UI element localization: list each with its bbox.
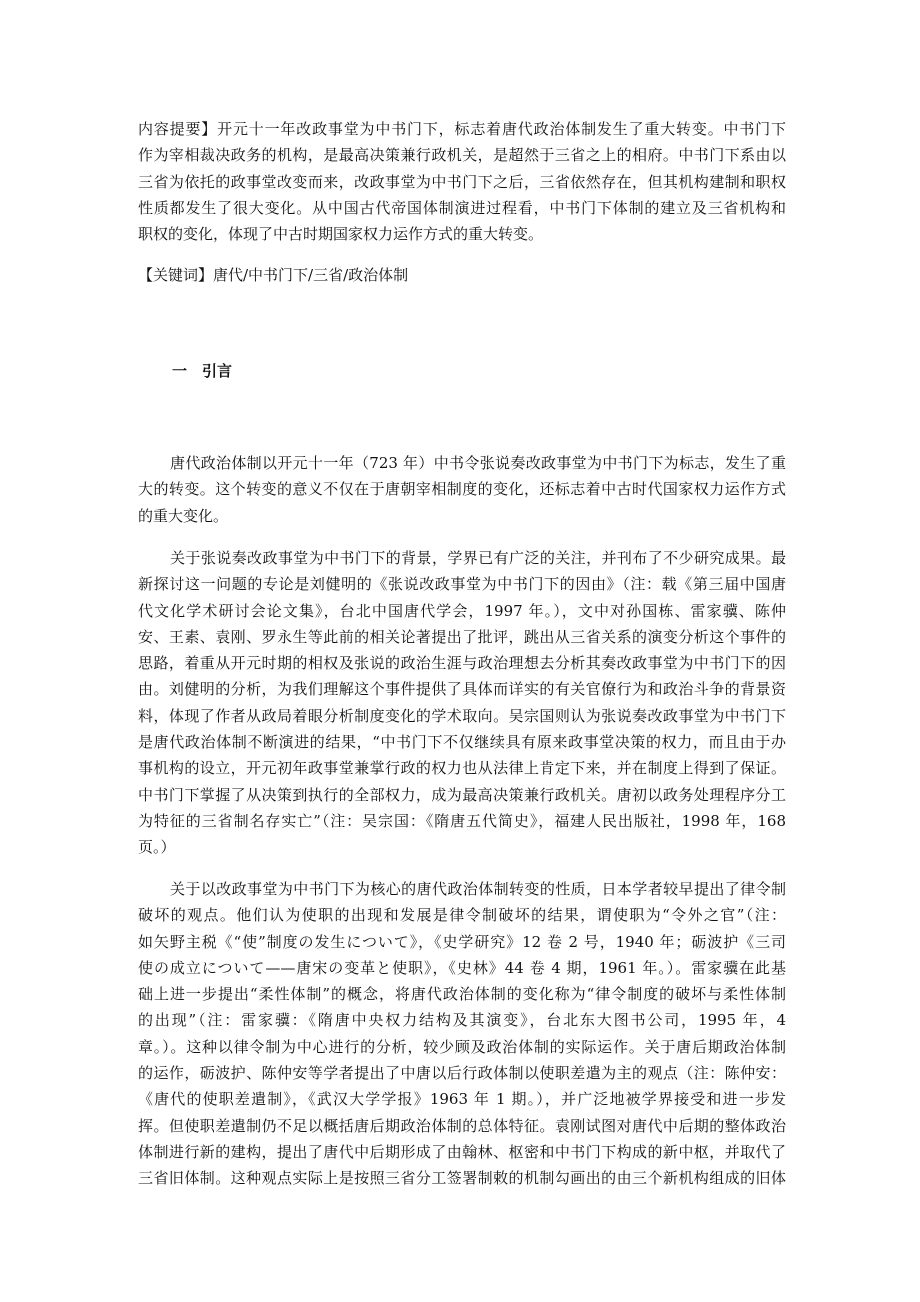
text-line: 体制进行新的建构，提出了唐代中后期形成了由翰林、枢密和中书门下构成的新中枢，并取代了: [138, 1142, 786, 1161]
text-line: 础上进一步提出“柔性体制”的概念，将唐代政治体制的变化称为“律令制度的破坏与柔性体制: [138, 985, 786, 1004]
text-line: 新探讨这一问题的专论是刘健明的《张说改政事堂为中书门下的因由》（注：载《第三届中国唐: [138, 575, 786, 594]
text-line: 关于张说奏改政事堂为中书门下的背景，学界已有广泛的关注，并刊布了不少研究成果。最: [170, 549, 786, 567]
text-line: 如矢野主税《“使”制度の发生について》，《史学研究》12 卷 2 号，1940 年；砺波护《三司: [138, 932, 786, 951]
text-line: 唐代政治体制以开元十一年（723 年）中书令张说奏改政事堂为中书门下为标志，发生了重: [170, 454, 786, 472]
text-line: 内容提要】开元十一年改政事堂为中书门下，标志着唐代政治体制发生了重大转变。中书门下: [138, 120, 786, 138]
section-heading: 一 引言: [172, 362, 233, 380]
paragraph-2: [138, 545, 786, 861]
text-line: 的运作，砺波护、陈仲安等学者提出了中唐以后行政体制以使职差遣为主的观点（注：陈仲安：: [138, 1064, 786, 1083]
paragraph-1: [138, 450, 786, 529]
text-line: 《唐代的使职差遣制》，《武汉大学学报》1963 年 1 期。），并广泛地被学界接受和进一步发: [138, 1090, 786, 1109]
paragraph-3: [138, 876, 786, 1192]
text-line: 关于以改政事堂为中书门下为核心的唐代政治体制转变的性质，日本学者较早提出了律令制: [170, 880, 786, 898]
text-line: 的重大变化。: [138, 506, 229, 525]
text-line: 作为宰相裁决政务的机构，是最高决策兼行政机关，是超然于三省之上的相府。中书门下系由以: [138, 146, 786, 165]
text-line: 中书门下掌握了从决策到执行的全部权力，成为最高决策兼行政机关。唐初以政务处理程序分工: [138, 785, 786, 804]
text-line: 三省旧体制。这种观点实际上是按照三省分工签署制敕的机制勾画出的由三个新机构组成的旧体: [138, 1169, 786, 1188]
text-line: 破坏的观点。他们认为使职的出现和发展是律令制破坏的结果，谓使职为“令外之官”（注：: [138, 906, 786, 925]
keywords: 【关键词】唐代/中书门下/三省/政治体制: [138, 266, 409, 284]
text-line: 由。刘健明的分析，为我们理解这个事件提供了具体而详实的有关官僚行为和政治斗争的背景资: [138, 680, 786, 699]
text-line: 思路，着重从开元时期的相权及张说的政治生涯与政治理想去分析其奏改政事堂为中书门下的因: [138, 654, 786, 673]
text-line: 章。）。这种以律令制为中心进行的分析，较少顾及政治体制的实际运作。关于唐后期政治体制: [138, 1037, 786, 1056]
text-line: 事机构的设立，开元初年政事堂兼掌行政的权力也从法律上肯定下来，并在制度上得到了保证。: [138, 759, 786, 778]
text-line: 大的转变。这个转变的意义不仅在于唐朝宰相制度的变化，还标志着中古时代国家权力运作方式: [138, 480, 786, 499]
abstract: [138, 116, 786, 247]
text-line: 代文化学术研讨会论文集》，台北中国唐代学会，1997 年。），文中对孙国栋、雷家骥、陈仲: [138, 601, 786, 620]
text-line: 页。）: [138, 838, 176, 857]
text-line: 职权的变化，体现了中古时期国家权力运作方式的重大转变。: [138, 225, 544, 244]
text-line: 挥。但使职差遣制仍不足以概括唐后期政治体制的总体特征。袁刚试图对唐代中后期的整体政治: [138, 1116, 786, 1135]
text-line: 使の成立について——唐宋の变革と使职》，《史林》44 卷 4 期，1961 年。）。雷家骥在此基: [138, 958, 786, 977]
text-line: 的出现”（注：雷家骥：《隋唐中央权力结构及其演变》，台北东大图书公司，1995 年，4: [138, 1011, 786, 1030]
text-line: 安、王素、袁刚、罗永生等此前的相关论著提出了批评，跳出从三省关系的演变分析这个事件的: [138, 627, 786, 646]
text-line: 三省为依托的政事堂改变而来，改政事堂为中书门下之后，三省依然存在，但其机构建制和职权: [138, 172, 786, 191]
text-line: 是唐代政治体制不断演进的结果，“中书门下不仅继续具有原来政事堂决策的权力，而且由于办: [138, 733, 786, 752]
text-line: 为特征的三省制名存实亡”（注：吴宗国：《隋唐五代简史》，福建人民出版社，1998 年，168: [138, 811, 786, 830]
text-line: 性质都发生了很大变化。从中国古代帝国体制演进过程看，中书门下体制的建立及三省机构和: [138, 198, 786, 217]
text-line: 料，体现了作者从政局着眼分析制度变化的学术取向。吴宗国则认为张说奏改政事堂为中书门下: [138, 706, 786, 725]
